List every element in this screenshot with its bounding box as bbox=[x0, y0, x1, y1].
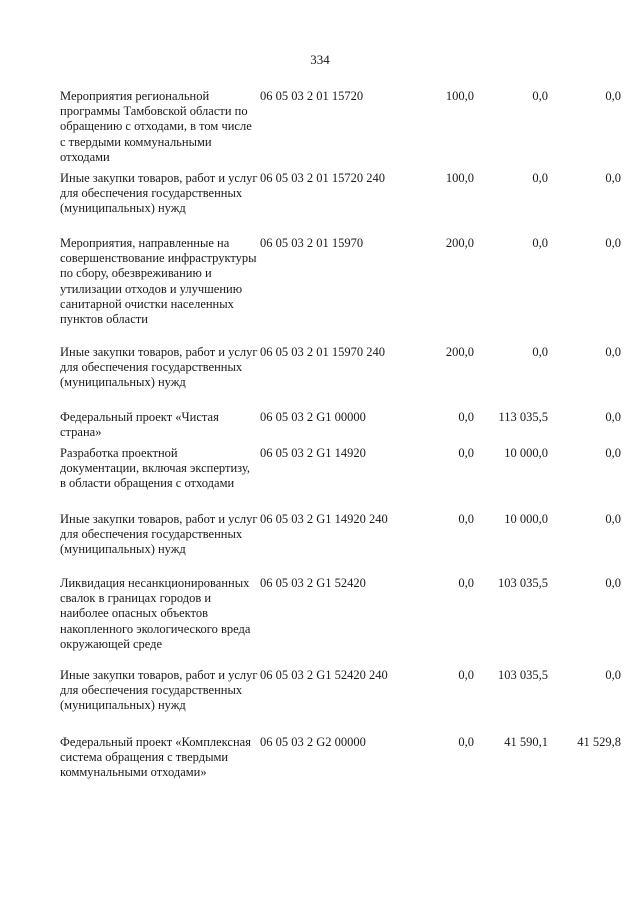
row-value-2: 10 000,0 bbox=[504, 446, 548, 460]
row-code: 06 05 03 2 01 15720 bbox=[260, 89, 364, 103]
row-name: Ликвидация несанкционированных свалок в границах городов и наиболее опасных объектов накопленного экологического вреда окружающей среде bbox=[60, 576, 251, 651]
row-code: 06 05 03 2 G1 00000 bbox=[260, 410, 366, 424]
row-value-2: 41 590,1 bbox=[504, 735, 548, 749]
table-row bbox=[0, 345, 640, 410]
row-name: Разработка проектной документации, включая экспертизу, в области обращения с отходами bbox=[60, 446, 250, 491]
budget-table bbox=[0, 89, 640, 801]
row-value-3: 0,0 bbox=[605, 410, 621, 424]
table-row bbox=[0, 89, 640, 171]
row-value-3: 0,0 bbox=[605, 512, 621, 526]
table-row bbox=[0, 446, 640, 512]
row-code: 06 05 03 2 G1 52420 240 bbox=[260, 668, 388, 682]
table-row bbox=[0, 512, 640, 576]
row-value-1: 100,0 bbox=[445, 171, 474, 185]
row-value-3: 0,0 bbox=[605, 236, 621, 250]
table-row bbox=[0, 410, 640, 446]
table-row bbox=[0, 576, 640, 668]
row-value-1: 0,0 bbox=[458, 576, 474, 590]
row-code: 06 05 03 2 01 15970 240 bbox=[260, 345, 385, 359]
row-value-1: 0,0 bbox=[458, 735, 474, 749]
row-value-1: 0,0 bbox=[458, 410, 474, 424]
table-row bbox=[0, 236, 640, 345]
row-value-3: 0,0 bbox=[605, 576, 621, 590]
row-value-3: 0,0 bbox=[605, 171, 621, 185]
row-name: Федеральный проект «Чистая страна» bbox=[60, 410, 219, 440]
row-value-2: 10 000,0 bbox=[504, 512, 548, 526]
page-number: 334 bbox=[310, 52, 330, 67]
row-name: Иные закупки товаров, работ и услуг для обеспечения государственных (муниципальных) нужд bbox=[60, 512, 258, 557]
row-code: 06 05 03 2 G1 14920 240 bbox=[260, 512, 388, 526]
row-value-2: 0,0 bbox=[532, 89, 548, 103]
row-code: 06 05 03 2 01 15970 bbox=[260, 236, 364, 250]
row-value-2: 113 035,5 bbox=[498, 410, 548, 424]
row-value-3: 41 529,8 bbox=[577, 735, 621, 749]
row-code: 06 05 03 2 G1 52420 bbox=[260, 576, 366, 590]
row-value-3: 0,0 bbox=[605, 446, 621, 460]
row-value-1: 200,0 bbox=[445, 236, 474, 250]
row-value-1: 0,0 bbox=[458, 446, 474, 460]
row-value-1: 0,0 bbox=[458, 668, 474, 682]
row-name: Мероприятия региональной программы Тамбовской области по обращению с отходами, в том числе с твердыми коммунальными отходами bbox=[60, 89, 252, 164]
row-value-3: 0,0 bbox=[605, 89, 621, 103]
row-code: 06 05 03 2 01 15720 240 bbox=[260, 171, 385, 185]
row-name: Федеральный проект «Комплексная система обращения с твердыми коммунальными отходами» bbox=[60, 735, 251, 780]
row-value-1: 100,0 bbox=[445, 89, 474, 103]
row-name: Иные закупки товаров, работ и услуг для обеспечения государственных (муниципальных) нужд bbox=[60, 668, 258, 713]
table-row bbox=[0, 668, 640, 735]
table-row bbox=[0, 171, 640, 236]
row-name: Мероприятия, направленные на совершенствование инфраструктуры по сбору, обезвреживанию и утилизации отходов и улучшению санитарной очистки населенных пунктов области bbox=[60, 236, 257, 327]
row-value-2: 0,0 bbox=[532, 236, 548, 250]
row-value-2: 103 035,5 bbox=[498, 668, 548, 682]
row-value-2: 0,0 bbox=[532, 345, 548, 359]
row-value-2: 103 035,5 bbox=[498, 576, 548, 590]
row-value-3: 0,0 bbox=[605, 668, 621, 682]
row-name: Иные закупки товаров, работ и услуг для обеспечения государственных (муниципальных) нужд bbox=[60, 345, 258, 390]
table-row bbox=[0, 735, 640, 801]
row-value-1: 0,0 bbox=[458, 512, 474, 526]
row-name: Иные закупки товаров, работ и услуг для обеспечения государственных (муниципальных) нужд bbox=[60, 171, 258, 216]
row-code: 06 05 03 2 G2 00000 bbox=[260, 735, 366, 749]
row-value-1: 200,0 bbox=[445, 345, 474, 359]
row-value-2: 0,0 bbox=[532, 171, 548, 185]
row-value-3: 0,0 bbox=[605, 345, 621, 359]
row-code: 06 05 03 2 G1 14920 bbox=[260, 446, 366, 460]
